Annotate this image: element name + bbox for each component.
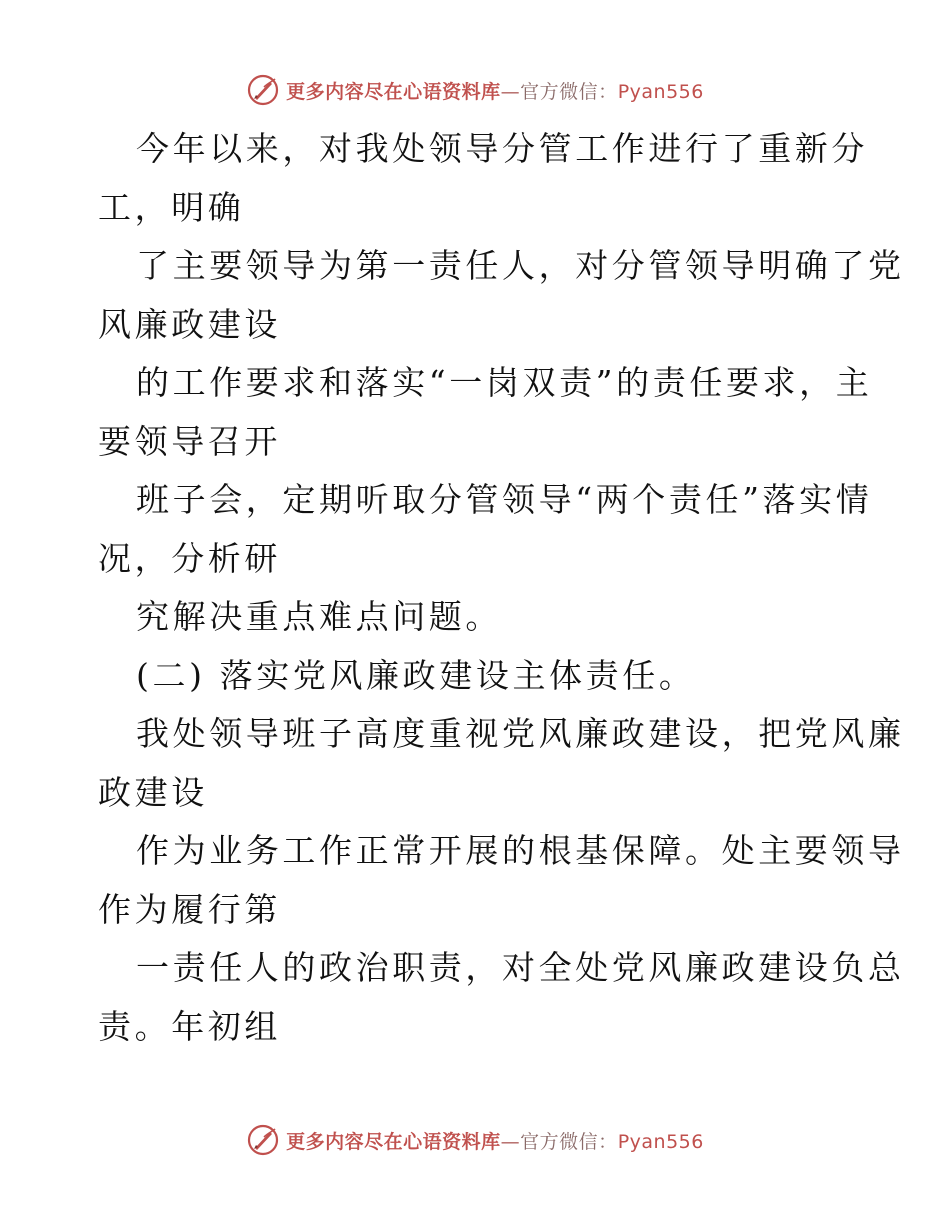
body-line: 况，分析研 (98, 538, 281, 578)
footer-watermark (0, 1120, 950, 1160)
watermark-wechat-label: 官方微信： (520, 80, 618, 103)
watermark-dash: — (500, 1130, 521, 1153)
body-line: 了主要领导为第一责任人，对分管领导明确了党 (136, 246, 905, 285)
body-line: 工，明确 (98, 187, 245, 227)
body-line: 风廉政建设 (98, 304, 281, 344)
watermark-wechat-label: 官方微信： (520, 1130, 618, 1153)
body-line: 我处领导班子高度重视党风廉政建设，把党风廉 (136, 714, 905, 753)
body-line: 班子会，定期听取分管领导“两个责任”落实情 (136, 480, 873, 519)
body-line: 一责任人的政治职责，对全处党风廉政建设负总 (136, 948, 905, 987)
watermark-text (286, 1127, 704, 1154)
watermark-dash: — (500, 80, 521, 103)
watermark-title: 更多内容尽在心语资料库 (286, 80, 501, 103)
body-line: 的工作要求和落实“一岗双责”的责任要求，主 (136, 363, 873, 402)
body-line: 政建设 (98, 772, 208, 812)
body-line: 作为履行第 (98, 889, 281, 929)
body-line: 究解决重点难点问题。 (136, 597, 502, 636)
watermark-title: 更多内容尽在心语资料库 (286, 1130, 501, 1153)
feather-pen-logo-icon (246, 1123, 280, 1157)
feather-pen-logo-icon (246, 73, 280, 107)
header-watermark (0, 70, 950, 110)
document-body (98, 120, 905, 1056)
body-line: 今年以来，对我处领导分管工作进行了重新分 (136, 129, 868, 168)
body-line: 作为业务工作正常开展的根基保障。处主要领导 (136, 831, 905, 870)
body-line: 要领导召开 (98, 421, 281, 461)
body-line: 责。年初组 (98, 1006, 281, 1046)
watermark-wechat-id: Pyan556 (617, 1130, 704, 1153)
section-heading: (二) 落实党风廉政建设主体责任。 (136, 655, 696, 695)
watermark-wechat-id: Pyan556 (617, 80, 704, 103)
watermark-text (286, 77, 704, 104)
